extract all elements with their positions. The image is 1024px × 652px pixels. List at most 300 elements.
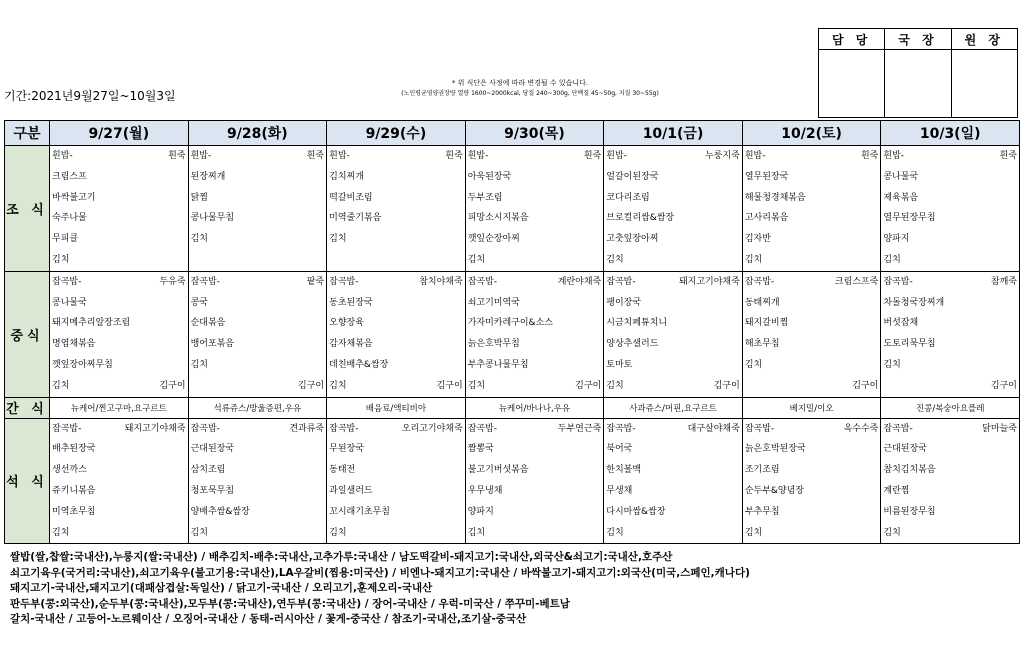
- menu-line: [50, 208, 188, 229]
- menu-line: [327, 188, 465, 209]
- menu-cell: [881, 271, 1020, 397]
- menu-line: [743, 523, 881, 544]
- menu-line: [50, 167, 188, 188]
- menu-line: [189, 502, 327, 523]
- day-header: 10/2(토): [742, 121, 881, 146]
- menu-line: [881, 376, 1019, 397]
- meal-label: 석 식: [5, 418, 50, 544]
- menu-item: 숙주나물: [52, 213, 87, 224]
- menu-item: 다시마쌈&쌈장: [606, 506, 666, 517]
- menu-line: [743, 229, 881, 250]
- menu-item-side: 닭마늘죽: [982, 423, 1017, 434]
- menu-item: 잡곡밥-: [606, 423, 636, 434]
- menu-item: 김치: [744, 359, 763, 370]
- menu-line: [466, 293, 604, 314]
- menu-line: [189, 419, 327, 440]
- menu-item: 흰밥-: [606, 151, 627, 161]
- menu-line: [466, 419, 604, 440]
- menu-item: 근대된장국: [190, 444, 235, 455]
- menu-line: [466, 334, 604, 355]
- menu-line: [881, 481, 1019, 502]
- menu-line: [604, 502, 742, 523]
- menu-item-side: 흰죽: [168, 151, 186, 161]
- approval-header-manager: 담 당: [819, 29, 885, 50]
- menu-line: [743, 355, 881, 376]
- menu-line: [466, 460, 604, 481]
- menu-line: [604, 419, 742, 440]
- menu-item: 명엽채볶음: [52, 339, 96, 350]
- menu-line: [466, 481, 604, 502]
- menu-item: 무피클: [52, 234, 79, 245]
- menu-line: [189, 313, 327, 334]
- menu-item: 미역줄기볶음: [329, 213, 382, 224]
- category-header: 구분: [5, 121, 50, 146]
- menu-item: 김치찌개: [329, 171, 364, 182]
- menu-item: 김치: [606, 380, 624, 391]
- menu-line: [327, 460, 465, 481]
- menu-item: 도토리묵무침: [883, 339, 936, 350]
- origin-line: 쇠고기육우(국거리:국내산),쇠고기육우(불고기용:국내산),LA우갈비(찜용:미국산) / 비엔나-돼지고기:국내산 / 바싹불고기-돼지고기:외국산(미국,스페인,캐나다): [10, 566, 750, 579]
- menu-item-side: 흰죽: [306, 151, 325, 161]
- menu-item: 팽이장국: [606, 297, 642, 308]
- menu-item: 무생채: [606, 485, 633, 496]
- menu-line: [881, 334, 1019, 355]
- menu-line: [604, 146, 742, 167]
- menu-line: [743, 208, 881, 229]
- menu-line: [189, 481, 327, 502]
- menu-line: [466, 229, 604, 250]
- menu-item: 잡곡밥-: [744, 276, 775, 287]
- menu-line: [327, 250, 465, 271]
- menu-line: [50, 460, 188, 481]
- menu-item: 콩국: [190, 297, 208, 308]
- menu-cell: [50, 271, 189, 397]
- menu-line: [466, 188, 604, 209]
- menu-item: 김치: [883, 527, 901, 538]
- menu-line: [50, 146, 188, 167]
- menu-item: 부추무침: [744, 506, 780, 517]
- menu-line: [881, 419, 1019, 440]
- period-label: 기간:2021년9월27일~10월3일: [4, 89, 176, 103]
- origin-line: 돼지고기-국내산,돼지고기(대패삼겹살:독일산) / 닭고기-국내산 / 오리고기,훈제오리-국내산: [10, 582, 433, 594]
- menu-item: 꼬시래기초무침: [329, 506, 390, 517]
- snack-cell: 배음료/액티비아: [327, 397, 466, 418]
- menu-item: 콩나물무침: [190, 213, 235, 224]
- menu-item: 배추된장국: [52, 444, 96, 455]
- menu-item: 양배추쌈&쌈장: [190, 506, 250, 517]
- menu-line: [189, 167, 327, 188]
- menu-item-side: 누룽지죽: [705, 151, 740, 161]
- menu-cell: [881, 146, 1020, 272]
- menu-line: [743, 334, 881, 355]
- menu-item-side: 팥죽: [306, 276, 325, 287]
- menu-item-side: 크림스프죽: [834, 276, 879, 287]
- menu-line: [743, 250, 881, 271]
- menu-line: [743, 481, 881, 502]
- menu-item: 잡곡밥-: [190, 276, 220, 287]
- menu-item: 콩나물국: [883, 171, 919, 182]
- menu-item-side: 견과류죽: [289, 423, 325, 434]
- menu-cell: [604, 271, 743, 397]
- menu-line: [743, 502, 881, 523]
- menu-item: 순두부&양념장: [744, 485, 804, 496]
- menu-line: [604, 250, 742, 271]
- menu-line: [189, 334, 327, 355]
- menu-item: 김치: [52, 380, 70, 391]
- menu-item: 토마토: [606, 359, 633, 370]
- menu-item: 잡곡밥-: [329, 276, 359, 287]
- menu-item-side: 흰죽: [445, 151, 463, 161]
- menu-cell: [465, 271, 604, 397]
- menu-item: 고사리볶음: [744, 213, 789, 224]
- menu-line: [881, 208, 1019, 229]
- menu-item: 비름된장무침: [883, 506, 936, 517]
- header-row: [5, 121, 1020, 146]
- menu-item: 김치: [190, 234, 208, 245]
- menu-line: [327, 272, 465, 293]
- menu-item: 시금치페튜치니: [606, 318, 668, 329]
- menu-line: [881, 502, 1019, 523]
- menu-line: [466, 250, 604, 271]
- menu-line: [50, 502, 188, 523]
- menu-item: 청포묵무침: [190, 485, 235, 496]
- menu-cell: [50, 418, 189, 544]
- menu-line: [466, 523, 604, 544]
- menu-item: 김자반: [744, 234, 771, 245]
- menu-item-side: 돼지고기야채죽: [678, 276, 740, 287]
- menu-item: 양파지: [467, 506, 494, 517]
- menu-item: 잡곡밥-: [467, 276, 498, 287]
- menu-line: [466, 167, 604, 188]
- menu-item: 북어국: [606, 444, 633, 455]
- menu-item: 쇠고기미역국: [467, 297, 520, 308]
- menu-item: 가자미카레구이&소스: [467, 318, 553, 329]
- menu-line: [881, 355, 1019, 376]
- menu-line: [743, 419, 881, 440]
- menu-item: 한치볼백: [606, 465, 642, 476]
- menu-cell: [327, 271, 466, 397]
- menu-item: 해물청경채볶음: [744, 192, 806, 203]
- menu-line: [189, 460, 327, 481]
- menu-cell: [188, 271, 327, 397]
- approval-box: [818, 28, 1018, 118]
- menu-item: 김치: [606, 527, 624, 538]
- menu-item-side: 참치야채죽: [419, 276, 463, 287]
- menu-item: 브로컬리쌈&쌈장: [606, 213, 675, 224]
- menu-item: 잡곡밥-: [744, 423, 775, 434]
- menu-line: [50, 419, 188, 440]
- snack-cell: 뉴케어/찐고구마,요구르트: [50, 397, 189, 418]
- snack-cell: 석류쥬스/방울증편,우유: [188, 397, 327, 418]
- menu-line: [881, 293, 1019, 314]
- menu-item: 근대된장국: [883, 444, 927, 455]
- menu-item: 깻잎순장아찌: [467, 234, 520, 245]
- menu-line: [604, 188, 742, 209]
- menu-item: 버섯잡채: [883, 318, 919, 329]
- menu-line: [604, 523, 742, 544]
- menu-line: [50, 293, 188, 314]
- menu-line: [189, 376, 327, 397]
- menu-item: 잡곡밥-: [52, 276, 82, 287]
- menu-item: 두부조림: [467, 192, 503, 203]
- approval-header-director: 국 장: [885, 29, 951, 50]
- menu-line: [881, 460, 1019, 481]
- menu-line: [604, 272, 742, 293]
- menu-line: [50, 272, 188, 293]
- menu-item: 양상추샐러드: [606, 339, 659, 350]
- menu-line: [604, 439, 742, 460]
- menu-item-side: 흰죽: [860, 151, 879, 161]
- menu-line: [881, 146, 1019, 167]
- menu-line: [604, 167, 742, 188]
- menu-item: 흰밥-: [744, 151, 766, 161]
- menu-line: [743, 376, 881, 397]
- menu-item-side: 김구이: [713, 380, 740, 391]
- menu-item: 계란찜: [883, 485, 910, 496]
- menu-line: [189, 188, 327, 209]
- meal-label: 중식: [5, 271, 50, 397]
- menu-line: [327, 355, 465, 376]
- menu-item-side: 김구이: [575, 380, 602, 391]
- menu-line: [50, 334, 188, 355]
- menu-item: 김치: [606, 254, 624, 265]
- menu-line: [743, 188, 881, 209]
- menu-item: 열무된장무침: [883, 213, 936, 224]
- origin-line: 갈치-국내산 / 고등어-노르웨이산 / 오징어-국내산 / 동태-러시아산 / 꽃게-중국산 / 참조기-국내산,조기살-중국산: [10, 613, 527, 625]
- menu-cell: [465, 418, 604, 544]
- menu-item: 깻잎장아찌무침: [52, 359, 113, 370]
- menu-line: [327, 313, 465, 334]
- origin-line: 쌀밥(쌀,찹쌀:국내산),누룽지(쌀:국내산) / 배추김치-배추:국내산,고추가루:국내산 / 남도떡갈비-돼지고기:국내산,외국산&쇠고기:국내산,호주산: [10, 551, 673, 563]
- menu-item-side: 김구이: [298, 380, 325, 391]
- menu-item: 잡곡밥-: [467, 423, 498, 434]
- origin-line: 판두부(콩:외국산),순두부(콩:국내산),모두부(콩:국내산),연두부(콩:국내산) / 장어-국내산 / 우럭-미국산 / 쭈꾸미-베트남: [10, 597, 570, 610]
- menu-item: 제육볶음: [883, 192, 919, 203]
- menu-line: [604, 481, 742, 502]
- menu-cell: [188, 146, 327, 272]
- meal-row: [5, 146, 1020, 272]
- menu-line: [50, 439, 188, 460]
- menu-item: 김치: [329, 527, 347, 538]
- menu-item: 크림스프: [52, 171, 87, 182]
- day-header: 9/28(화): [188, 121, 327, 146]
- menu-line: [604, 355, 742, 376]
- menu-item: 뱅어포볶음: [190, 339, 235, 350]
- menu-item: 차돌청국장찌개: [883, 297, 945, 308]
- menu-item: 열무된장국: [744, 171, 789, 182]
- day-header: 9/29(수): [327, 121, 466, 146]
- menu-line: [189, 293, 327, 314]
- menu-line: [881, 313, 1019, 334]
- menu-item-side: 김구이: [990, 380, 1017, 391]
- meal-row: [5, 271, 1020, 397]
- snack-cell: 진콩/복숭아요플레: [881, 397, 1020, 418]
- menu-item: 된장찌개: [190, 171, 226, 182]
- menu-line: [604, 229, 742, 250]
- menu-item-side: 대구살야채죽: [687, 423, 740, 434]
- menu-item: 얼갈이된장국: [606, 171, 659, 182]
- menu-line: [743, 313, 881, 334]
- menu-line: [189, 146, 327, 167]
- menu-item: 무된장국: [329, 444, 364, 455]
- menu-item: 잡곡밥-: [883, 423, 913, 434]
- menu-item: 흰밥-: [190, 151, 212, 161]
- menu-line: [50, 376, 188, 397]
- menu-line: [881, 188, 1019, 209]
- menu-item: 해초무침: [744, 339, 780, 350]
- menu-item-side: 두부연근죽: [557, 423, 602, 434]
- menu-line: [327, 523, 465, 544]
- meal-row: [5, 397, 1020, 418]
- menu-line: [743, 167, 881, 188]
- menu-line: [189, 355, 327, 376]
- day-header: 9/27(월): [50, 121, 189, 146]
- notice-text: * 위 식단은 사정에 따라 변경될 수 있습니다.: [451, 79, 589, 87]
- menu-line: [881, 250, 1019, 271]
- menu-line: [327, 229, 465, 250]
- approval-sign-director: [885, 50, 951, 118]
- menu-item-side: 두유죽: [159, 276, 186, 287]
- menu-line: [50, 250, 188, 271]
- menu-line: [189, 272, 327, 293]
- menu-item: 아욱된장국: [467, 171, 512, 182]
- menu-item: 김치: [52, 527, 70, 538]
- menu-item: 피망소시지볶음: [467, 213, 529, 224]
- menu-line: [466, 146, 604, 167]
- menu-item: 부추콩나물무침: [467, 359, 529, 370]
- menu-item-side: 김구이: [852, 380, 879, 391]
- menu-item: 흰밥-: [467, 151, 489, 161]
- menu-line: [881, 439, 1019, 460]
- menu-item: 쥬키니볶음: [52, 485, 96, 496]
- menu-item-side: 계란야채죽: [557, 276, 602, 287]
- menu-item: 돼지갈비찜: [744, 318, 789, 329]
- menu-line: [327, 293, 465, 314]
- snack-cell: 사과쥬스/머핀,요구르트: [604, 397, 743, 418]
- menu-item-side: 참깨죽: [990, 276, 1017, 287]
- menu-cell: [604, 418, 743, 544]
- menu-item: 김치: [744, 254, 763, 265]
- menu-item: 미역초무침: [52, 506, 96, 517]
- approval-sign-head: [951, 50, 1017, 118]
- menu-line: [743, 439, 881, 460]
- menu-line: [881, 523, 1019, 544]
- menu-cell: [742, 418, 881, 544]
- menu-line: [604, 460, 742, 481]
- menu-line: [189, 523, 327, 544]
- nutrition-note: (노인평균영양권장량 열량 1600~2000kcal, 당질 240~300g, 단백질 45~50g, 지질 30~55g): [401, 90, 659, 97]
- menu-line: [466, 208, 604, 229]
- menu-item: 감자채볶음: [329, 339, 373, 350]
- menu-item: 짬뽕국: [467, 444, 494, 455]
- menu-item: 떡갈비조림: [329, 192, 373, 203]
- menu-item: 김치: [467, 380, 486, 391]
- menu-item: 돼지메추리알장조림: [52, 318, 131, 329]
- menu-line: [881, 272, 1019, 293]
- menu-line: [466, 376, 604, 397]
- menu-item: 흰밥-: [52, 151, 73, 161]
- menu-cell: [881, 418, 1020, 544]
- menu-item: 참치김치볶음: [883, 465, 936, 476]
- menu-line: [50, 355, 188, 376]
- menu-item: 흰밥-: [329, 151, 350, 161]
- menu-line: [327, 481, 465, 502]
- menu-cell: [465, 146, 604, 272]
- menu-line: [466, 272, 604, 293]
- menu-line: [743, 293, 881, 314]
- menu-line: [327, 419, 465, 440]
- menu-cell: [50, 146, 189, 272]
- day-header: 10/1(금): [604, 121, 743, 146]
- snack-cell: 베지밀/이오: [742, 397, 881, 418]
- menu-line: [743, 272, 881, 293]
- menu-item: 순대볶음: [190, 318, 226, 329]
- menu-cell: [188, 418, 327, 544]
- menu-item: 불고기버섯볶음: [467, 465, 529, 476]
- menu-item: 동태찌개: [744, 297, 780, 308]
- menu-item: 콩나물국: [52, 297, 87, 308]
- menu-line: [50, 188, 188, 209]
- menu-line: [50, 481, 188, 502]
- menu-item: 김치: [744, 527, 763, 538]
- menu-cell: [327, 146, 466, 272]
- meal-label: 조 식: [5, 146, 50, 272]
- menu-line: [743, 460, 881, 481]
- menu-item: 잡곡밥-: [329, 423, 359, 434]
- day-header: 9/30(목): [465, 121, 604, 146]
- approval-header-head: 원 장: [951, 29, 1017, 50]
- menu-item-side: 흰죽: [583, 151, 602, 161]
- menu-line: [881, 229, 1019, 250]
- menu-item: 데친배추&쌈장: [329, 359, 389, 370]
- menu-item: 오향장육: [329, 318, 364, 329]
- menu-item: 김치: [329, 234, 347, 245]
- menu-table: [4, 120, 1020, 544]
- menu-line: [327, 439, 465, 460]
- menu-item: 잡곡밥-: [883, 276, 913, 287]
- menu-cell: [604, 146, 743, 272]
- menu-item-side: 돼지고기야채죽: [124, 423, 186, 434]
- menu-item: 잡곡밥-: [190, 423, 220, 434]
- menu-item: 코다리조림: [606, 192, 650, 203]
- menu-item-side: 옥수수죽: [843, 423, 879, 434]
- menu-line: [604, 334, 742, 355]
- menu-item: 동태전: [329, 465, 356, 476]
- menu-item: 고춧잎장아찌: [606, 234, 659, 245]
- menu-item: 잡곡밥-: [52, 423, 82, 434]
- approval-sign-manager: [819, 50, 885, 118]
- menu-line: [604, 313, 742, 334]
- menu-item: 과일샐러드: [329, 485, 373, 496]
- menu-line: [189, 229, 327, 250]
- menu-line: [50, 313, 188, 334]
- menu-line: [327, 334, 465, 355]
- menu-item: 양파지: [883, 234, 910, 245]
- menu-line: [604, 376, 742, 397]
- menu-line: [189, 208, 327, 229]
- menu-item: 김치: [329, 380, 347, 391]
- menu-line: [881, 167, 1019, 188]
- menu-line: [604, 208, 742, 229]
- menu-item: 조기조림: [744, 465, 780, 476]
- menu-line: [466, 439, 604, 460]
- menu-line: [50, 523, 188, 544]
- menu-line: [327, 502, 465, 523]
- origin-notes: [10, 550, 1014, 628]
- menu-line: [189, 250, 327, 271]
- menu-item: 잡곡밥-: [606, 276, 636, 287]
- menu-line: [604, 293, 742, 314]
